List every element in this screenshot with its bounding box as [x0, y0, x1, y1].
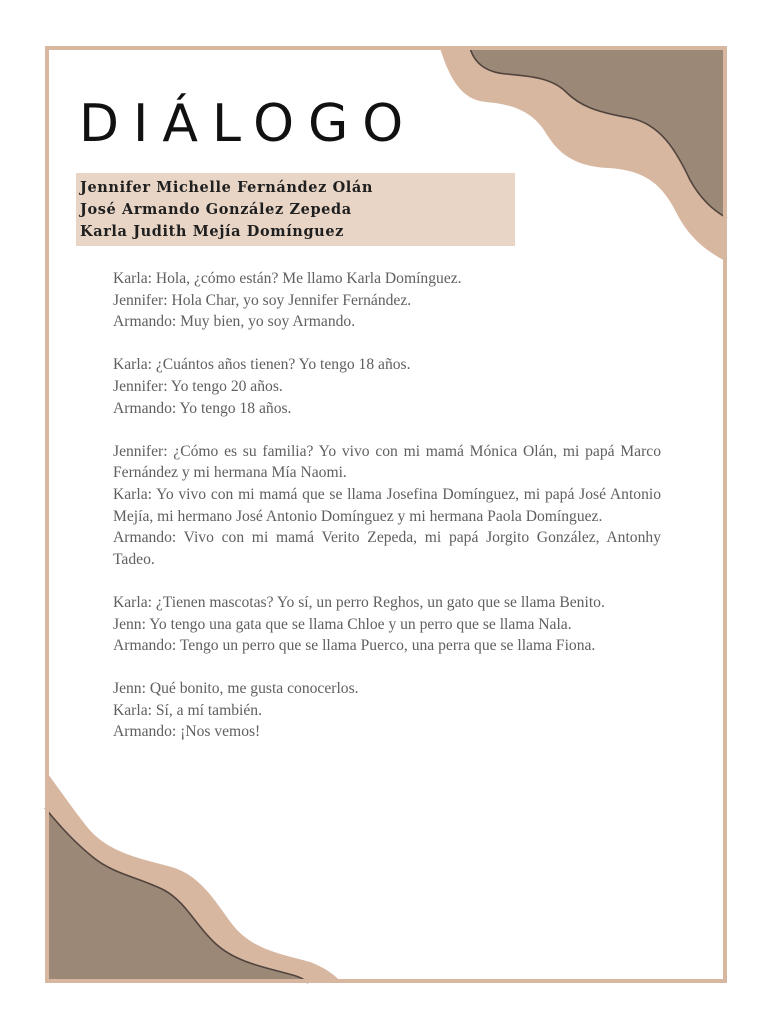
author-name: José Armando González Zepeda [80, 201, 352, 218]
dialogue-line: Armando: ¡Nos vemos! [113, 723, 261, 741]
author-name: Karla Judith Mejía Domínguez [80, 223, 344, 240]
dialogue-line: Jennifer: Hola Char, yo soy Jennifer Fernández. [113, 291, 412, 309]
dialogue-line: Jenn: Qué bonito, me gusta conocerlos. [113, 680, 359, 698]
dialogue-line: Jennifer: ¿Cómo es su familia? Yo vivo con mi mamá Mónica Olán, mi papá Marco Fernández y mi hermana Mía Naomi. [113, 442, 661, 482]
dialogue-block-ages [113, 354, 661, 419]
dialogue-block-pets [113, 592, 661, 657]
dialogue-block-greetings [113, 268, 661, 333]
dialogue-line: Armando: Muy bien, yo soy Armando. [113, 313, 356, 331]
authors-band [76, 173, 515, 246]
dialogue-block-farewell [113, 678, 661, 743]
dialogue-line: Armando: Vivo con mi mamá Verito Zepeda, mi papá Jorgito González, Antonhy Tadeo. [113, 529, 661, 568]
dialogue-block-family [113, 441, 661, 571]
dialogue-line: Armando: Tengo un perro que se llama Puerco, una perra que se llama Fiona. [113, 637, 596, 655]
dialogue-line: Karla: ¿Cuántos años tienen? Yo tengo 18 años. [113, 356, 411, 374]
dialogue-line: Karla: Yo vivo con mi mamá que se llama Josefina Domínguez, mi papá José Antonio Mejía, mi hermano José Antonio Domínguez y mi hermana Paola Domínguez. [113, 485, 661, 525]
dialogue-line: Karla: Hola, ¿cómo están? Me llamo Karla Domínguez. [113, 270, 462, 287]
dialogue-line: Armando: Yo tengo 18 años. [113, 399, 292, 417]
dialogue-line: Karla: Sí, a mí también. [113, 701, 262, 719]
document-title: DIÁLOGO [79, 94, 418, 154]
dialogue-line: Jenn: Yo tengo una gata que se llama Chloe y un perro que se llama Nala. [113, 615, 572, 633]
dialogue-line: Jennifer: Yo tengo 20 años. [113, 377, 283, 395]
dialogue-body [113, 268, 661, 765]
author-name: Jennifer Michelle Fernández Olán [80, 179, 374, 196]
dialogue-line: Karla: ¿Tienen mascotas? Yo sí, un perro Reghos, un gato que se llama Benito. [113, 593, 605, 611]
